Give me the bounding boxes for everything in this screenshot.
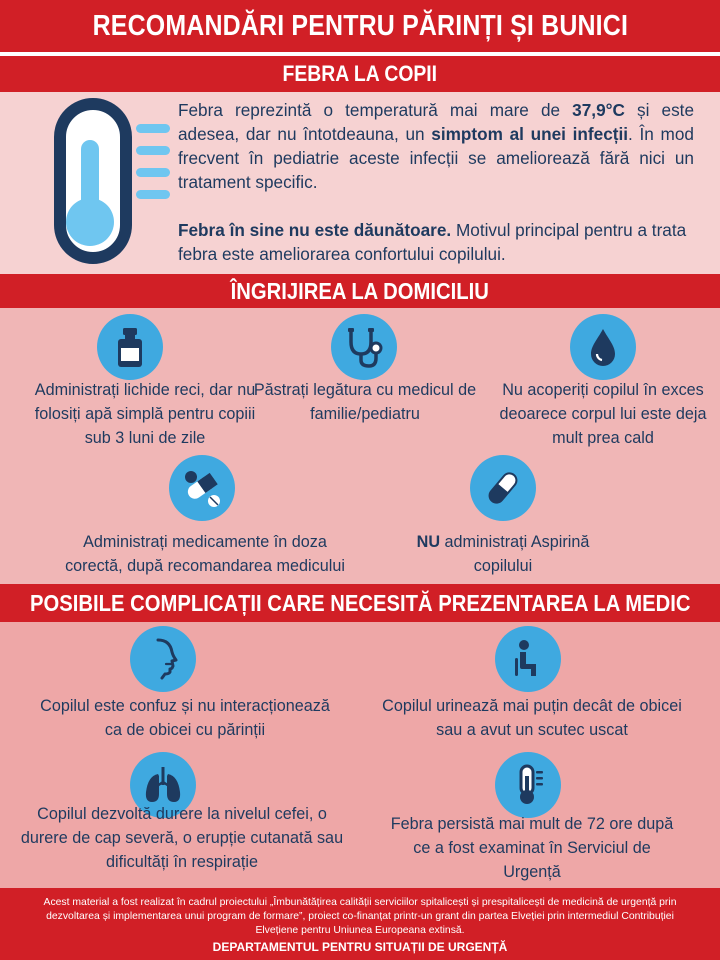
home-care-item-4-text: Administrați medicamente în doza corectă, după recomandarea medicului: [65, 533, 345, 575]
fever-not-harmful-phrase: Febra în sine nu este dăunătoare.: [178, 220, 452, 240]
no-aspirin-emphasis: NU: [416, 533, 441, 551]
home-care-item-5-badge: [470, 455, 536, 521]
complication-item-4-text: Febra persistă mai mult de 72 ore după ce a fost examinat în Serviciul de Urgență: [390, 815, 674, 881]
complication-item-4-badge: [495, 752, 561, 818]
complication-item-2-badge: [495, 626, 561, 692]
fever-paragraph-2: [178, 218, 694, 266]
complication-item-1-badge: [130, 626, 196, 692]
pills-icon: [179, 465, 225, 511]
home-care-item-3-badge: [570, 314, 636, 380]
stethoscope-icon: [341, 324, 387, 370]
bottle-icon: [107, 324, 153, 370]
capsule-icon: [480, 465, 526, 511]
fever-description: [178, 98, 694, 290]
fever-p2-text: Motivul principal pentru a trata febra este ameliorarea confortului copilului.: [178, 220, 687, 264]
complications-section-title-text: POSIBILE COMPLICAȚII CARE NECESITĂ PREZENTAREA LA MEDIC: [29, 589, 691, 616]
fever-temperature-value: 37,9°C: [572, 100, 625, 120]
footer-project-note: Acest material a fost realizat în cadrul proiectului „Îmbunătățirea calității serviciilor spitalicești și prespitalicești de medicină de urgență prin dezvoltarea și implementarea unui program de formare”, proiect co-finanțat printr-un grant din partea Elveției prin intermediul Contribuției Elvețiene pentru Uniunea Europeana extinsă.: [43, 897, 677, 936]
face-profile-icon: [140, 636, 186, 682]
footer-department: DEPARTAMENTUL PENTRU SITUAȚII DE URGENȚĂ: [212, 940, 508, 954]
complications-section-title: [0, 584, 720, 622]
fever-section-title-text: FEBRA LA COPII: [282, 61, 438, 86]
home-care-section-title-text: ÎNGRIJIREA LA DOMICILIU: [230, 277, 490, 304]
home-care-item-2-badge: [331, 314, 397, 380]
home-care-item-2-text: Păstrați legătura cu medicul de familie/pediatru: [253, 381, 477, 423]
home-care-item-1-badge: [97, 314, 163, 380]
home-care-item-4-badge: [169, 455, 235, 521]
home-care-section-title: [0, 274, 720, 308]
complication-item-2-text: Copilul urinează mai puțin decât de obicei sau a avut un scutec uscat: [382, 697, 682, 739]
home-care-item-5-text: [390, 530, 616, 578]
thermometer-icon: [40, 96, 190, 268]
no-aspirin-text: administrați Aspirină copilului: [440, 533, 590, 575]
fever-paragraph-1: [178, 98, 694, 194]
page-title: [0, 0, 720, 52]
fever-p1-text-2: și este adesea, dar nu întotdeauna, un: [178, 100, 695, 144]
page-title-text: RECOMANDĂRI PENTRU PĂRINȚI ȘI BUNICI: [92, 9, 628, 42]
complication-item-3-text: Copilul dezvoltă durere la nivelul cefei, o durere de cap severă, o erupție cutanată sau dificultăți în respirație: [20, 805, 344, 871]
complication-item-1-text: Copilul este confuz și nu interacționează ca de obicei cu părinții: [40, 697, 330, 739]
fever-p1-text-1: Febra reprezintă o temperatură mai mare de: [178, 100, 573, 120]
thermometer-icon: [505, 762, 551, 808]
fever-symptom-phrase: simptom al unei infecții: [431, 124, 629, 144]
home-care-item-1-text: Administrați lichide reci, dar nu folosiți apă simplă pentru copiii sub 3 luni de zile: [34, 381, 256, 447]
fever-section-title: [0, 56, 720, 92]
drop-icon: [580, 324, 626, 370]
toilet-person-icon: [505, 636, 551, 682]
home-care-item-3-text: Nu acoperiți copilul în exces deoarece corpul lui este deja mult prea cald: [499, 381, 707, 447]
fever-p1-text-3: . În mod frecvent în pediatrie aceste infecții se ameliorează fără nici un tratament specific.: [178, 124, 694, 192]
